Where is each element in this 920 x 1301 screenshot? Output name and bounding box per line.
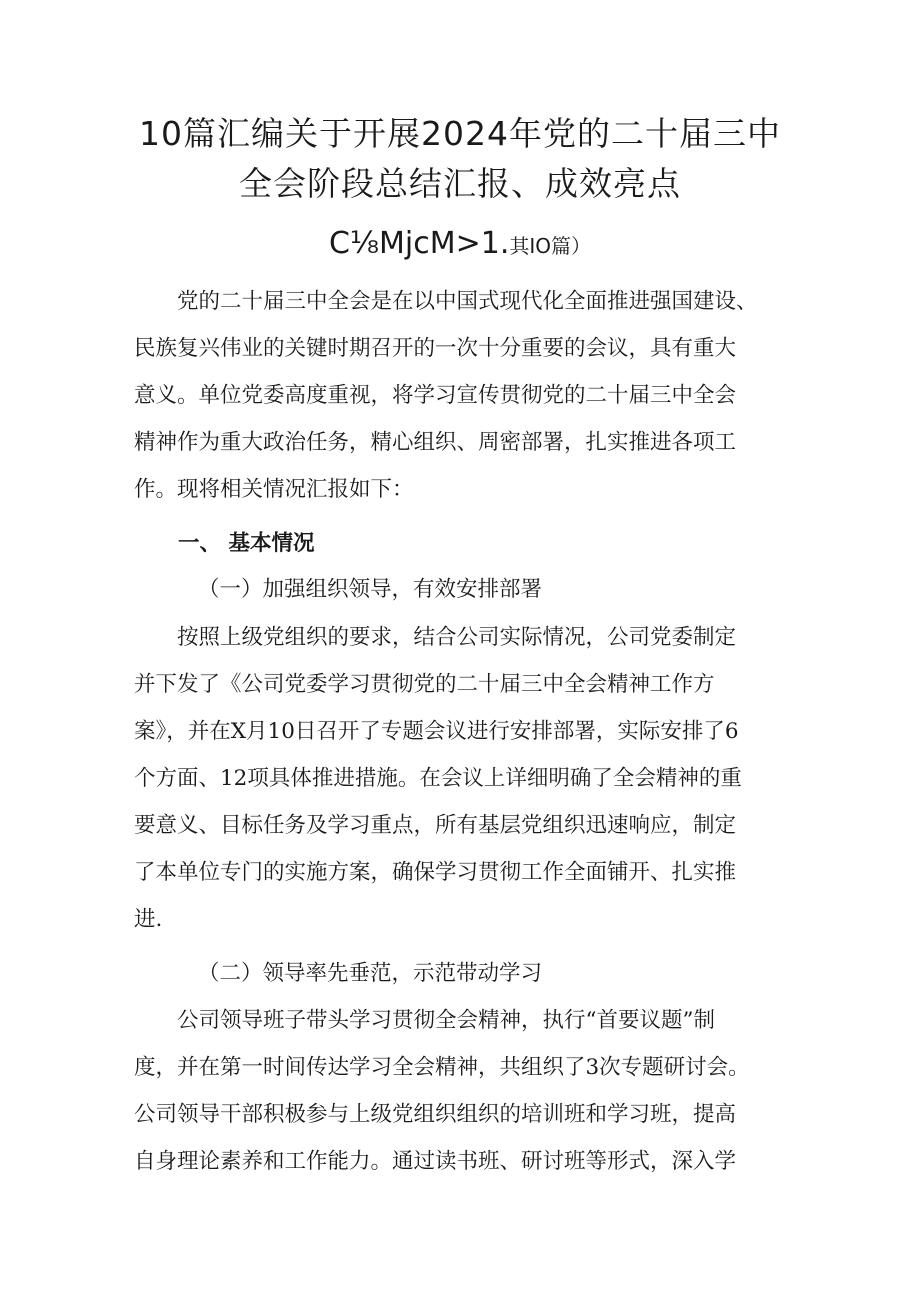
section-heading-basic-situation: 一、 基本情况 xyxy=(178,531,315,556)
paragraph-line: 进. xyxy=(134,907,163,932)
paragraph-line: 公司领导班子带头学习贯彻全会精神，执行“首要议题”制 xyxy=(177,1008,715,1033)
paragraph-line: 意义。单位党委高度重视，将学习宣传贯彻党的二十届三中全会 xyxy=(134,383,737,408)
subsection-heading-organization: （一）加强组织领导，有效安排部署 xyxy=(198,577,543,602)
subtitle-small-text: 其IO篇） xyxy=(509,234,592,258)
paragraph-line: 精神作为重大政治任务，精心组织、周密部署，扎实推进各项工 xyxy=(134,430,737,455)
paragraph-line: 案》，并在X月10日召开了专题会议进行安排部署，实际安排了6 xyxy=(134,719,739,744)
paragraph-line: 并下发了《公司党委学习贯彻党的二十届三中全会精神工作方 xyxy=(134,672,715,697)
paragraph-line: 民族复兴伟业的关键时期召开的一次十分重要的会议，具有重大 xyxy=(134,336,737,361)
paragraph-organization xyxy=(134,614,790,943)
paragraph-line: 公司领导干部积极参与上级党组织组织的培训班和学习班，提高 xyxy=(134,1102,737,1127)
paragraph-line: 了本单位专门的实施方案，确保学习贯彻工作全面铺开、扎实推 xyxy=(134,860,737,885)
paragraph-line: 要意义、目标任务及学习重点，所有基层党组织迅速响应，制定 xyxy=(134,813,737,838)
paragraph-intro xyxy=(134,278,790,513)
paragraph-line: 党的二十届三中全会是在以中国式现代化全面推进强国建设、 xyxy=(177,289,758,314)
document-subtitle xyxy=(0,226,920,261)
subtitle-main-text: C⅛MjcM>1. xyxy=(328,226,510,261)
paragraph-line: 度，并在第一时间传达学习全会精神，共组织了3次专题研讨会。 xyxy=(134,1055,750,1080)
paragraph-leadership xyxy=(134,997,790,1185)
document-title-line-2: 全会阶段总结汇报、成效亮点 xyxy=(239,164,681,203)
paragraph-line: 个方面、12项具体推进措施。在会议上详细明确了全会精神的重 xyxy=(134,766,742,791)
paragraph-line: 作。现将相关情况汇报如下： xyxy=(134,477,414,502)
paragraph-line: 自身理论素养和工作能力。通过读书班、研讨班等形式，深入学 xyxy=(134,1149,737,1174)
subsection-heading-leadership: （二）领导率先垂范，示范带动学习 xyxy=(198,961,543,986)
document-title-line-1: 10篇汇编关于开展2024年党的二十届三中 xyxy=(139,114,781,153)
paragraph-line: 按照上级党组织的要求，结合公司实际情况，公司党委制定 xyxy=(177,625,737,650)
